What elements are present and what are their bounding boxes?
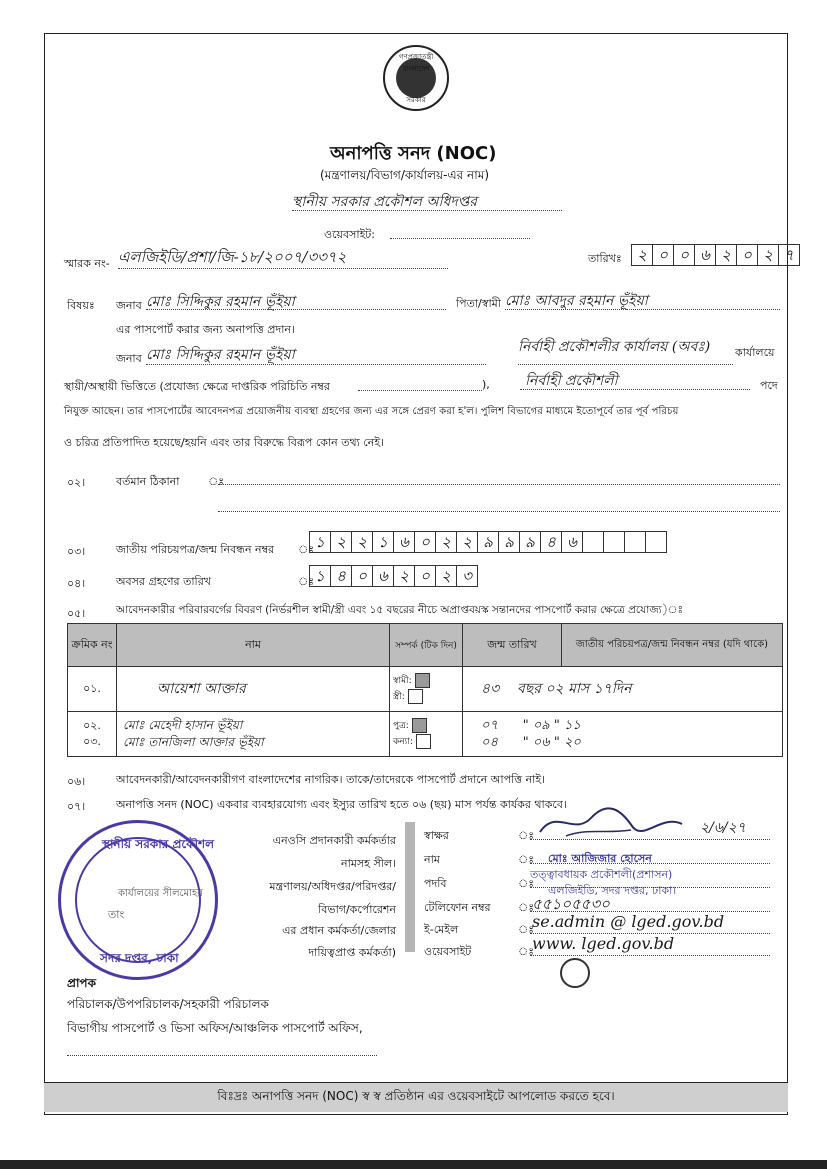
row-serial-a: ০২. <box>83 719 101 732</box>
item-04-num: ০৪। <box>67 577 86 590</box>
recipient-label: প্রাপক <box>67 976 96 990</box>
item-04-label: অবসর গ্রহণের তারিখ <box>116 575 211 588</box>
table-row <box>68 667 783 712</box>
website-label: ওয়েবসাইট: <box>324 228 375 241</box>
date-label: তারিখঃ <box>588 252 622 265</box>
retirement-digit-box: ১ <box>309 565 331 587</box>
signature-date: ২/৬/২৭ <box>700 820 746 836</box>
family-table <box>67 623 783 757</box>
phone-handwritten: ৫৫১০৫৫৩০ <box>532 895 610 913</box>
applicant-name-handwritten: মোঃ সিদ্দিকুর রহমান ভূঁইয়া <box>146 294 295 310</box>
date-digit-box: ২ <box>715 244 737 266</box>
row-serial: ০১. <box>68 667 117 712</box>
signatory-desc-5: এর প্রধান কর্মকর্তা/জেলার <box>282 924 396 937</box>
table-row <box>68 712 783 757</box>
subject-janab: জনাব <box>116 299 142 312</box>
seal-top-text: গণপ্রজাতন্ত্রী বাংলাদেশ <box>398 53 434 73</box>
item-02-num: ০২। <box>67 476 86 489</box>
date-boxes <box>631 244 799 266</box>
email-handwritten: se.admin @ lged.gov.bd <box>532 912 725 931</box>
round-stamp-text-b: সদর দপ্তর, ঢাকা <box>100 951 179 965</box>
retirement-digit-box: ৪ <box>330 565 352 587</box>
document-subtitle: (মন্ত্রণালয়/বিভাগ/কার্যালয়-এর নাম) <box>320 168 490 182</box>
body-line-b: নিযুক্ত আছেন। তার পাসপোর্টের আবেদনপত্র প্রয়োজনীয় ব্যবস্থা গ্রহণের জন্য এর সঙ্গে প্রেরণ করা হ'ল। পুলিশ বিভাগের মাধ্যমে ইতোপূর্বে তার পূর্ব পরিচয় <box>64 406 679 417</box>
office-post-handwritten: নির্বাহী প্রকৌশলীর কার্যালয় (অবঃ) <box>518 339 711 355</box>
retirement-digit-box: ৩ <box>456 565 478 587</box>
footer-note-text: বিঃদ্রঃ অনাপত্তি সনদ (NOC) স্ব স্ব প্রতিষ্ঠান এর ওয়েবসাইটে আপলোড করতে হবে। <box>217 1088 615 1103</box>
officer-stamp-org: এলজিইডি, সদর দপ্তর, ঢাকা। <box>548 884 677 897</box>
row-serial <box>68 712 117 757</box>
document-title: অনাপত্তি সনদ (NOC) <box>330 143 497 164</box>
col-dob: জন্ম তারিখ <box>463 624 562 667</box>
col-name: নাম <box>117 624 390 667</box>
row-detail: " ০৯ " ১১ <box>522 718 581 733</box>
item-05-label: আবেদনকারীর পরিবারবর্গের বিবরণ (নির্ভরশীল স্বামী/স্ত্রী এবং ১৫ বছরের নীচে অপ্রাপ্তবয়স্ক সন্তানদের পাসপোর্ট করার ক্ষেত্রে প্রযোজ্য)ঃ <box>116 604 684 616</box>
row-name <box>117 712 390 757</box>
body-line-c: ও চরিত্র প্রতিপাদিত হয়েছে/হয়নি এবং তার বিরুদ্ধে বিরূপ কোন তথ্য নেই। <box>64 436 384 449</box>
father-label: পিতা/স্বামী <box>456 297 501 310</box>
date-digit-box: ০ <box>736 244 758 266</box>
row-name-b: মোঃ তানজিলা আক্তার ভূঁইয়া <box>123 735 264 749</box>
row-detail: বছর ০২ মাস ১৭দিন <box>517 681 632 697</box>
recipient-line2: বিভাগীয় পাসপোর্ট ও ভিসা অফিস/আঞ্চলিক পাসপোর্ট অফিস, <box>67 1021 363 1035</box>
row-relation <box>390 712 463 757</box>
row-age: ০৭ <box>481 718 498 733</box>
item-03-num: ০৩। <box>67 545 86 558</box>
body-line-a: স্থায়ী/অস্থায়ী ভিত্তিতে (প্রযোজ্য ক্ষেত্রে দাপ্তরিক পরিচিতি নম্বর <box>64 380 330 393</box>
initial-circle <box>560 958 590 988</box>
nid-digit-box: ২ <box>330 531 352 553</box>
relation-checkbox[interactable] <box>412 718 427 733</box>
signature-image <box>536 806 686 840</box>
date-digit-box: ০ <box>673 244 695 266</box>
date-digit-box: ২ <box>757 244 779 266</box>
retirement-digit-box: ২ <box>393 565 415 587</box>
round-stamp-inner-b: তাং <box>108 908 125 921</box>
nid-boxes <box>309 531 666 553</box>
col-relation: সম্পর্ক (টিক দিন) <box>390 624 463 667</box>
memo-label: স্মারক নং- <box>64 257 110 270</box>
relation-label-a: পুত্র: <box>393 721 409 731</box>
row-age: ৪৩ <box>481 681 500 697</box>
nid-digit-box <box>582 531 604 553</box>
relation-label-b: স্ত্রী: <box>393 692 405 702</box>
subject-label: বিষয়ঃ <box>67 299 95 312</box>
round-stamp-text-a: স্থানীয় সরকার প্রকৌশল <box>102 837 215 851</box>
signatory-desc-3: মন্ত্রণালয়/অধিদপ্তর/পরিদপ্তর/ <box>269 880 396 893</box>
item-07-num: ০৭। <box>67 800 86 813</box>
retirement-digit-box: ০ <box>414 565 436 587</box>
retirement-digit-box: ২ <box>435 565 457 587</box>
body-janab: জনাব <box>116 352 142 365</box>
row-age: ০৪ <box>481 735 498 750</box>
post-suffix: পদে <box>760 379 778 392</box>
body-name-handwritten: মোঃ সিদ্দিকুর রহমান ভূঁইয়া <box>146 347 295 363</box>
retirement-digit-box: ০ <box>351 565 373 587</box>
nid-digit-box <box>624 531 646 553</box>
footer-note <box>44 1082 788 1112</box>
signatory-desc-2: নামসহ সীল। <box>341 857 396 870</box>
nid-digit-box: ২ <box>456 531 478 553</box>
nid-digit-box: ৯ <box>477 531 499 553</box>
field-phone: টেলিফোন নম্বর <box>424 901 491 914</box>
item-02-sep: ঃ <box>208 475 225 488</box>
date-digit-box: ৬ <box>694 244 716 266</box>
date-digit-box: ২ <box>631 244 653 266</box>
item-03-label: জাতীয় পরিচয়পত্র/জন্ম নিবন্ধন নম্বর <box>116 543 275 556</box>
relation-checkbox[interactable] <box>415 673 430 688</box>
item-05-num: ০৫। <box>67 607 86 620</box>
row-age-detail <box>463 667 783 712</box>
relation-label-b: কন্যা: <box>393 737 413 747</box>
nid-digit-box: ১ <box>372 531 394 553</box>
field-designation: পদবি <box>424 877 447 890</box>
item-04-sep: ঃ <box>298 575 315 588</box>
row-serial-b: ০৩. <box>83 735 101 748</box>
table-header-row <box>68 624 783 667</box>
website-handwritten: www. lged.gov.bd <box>532 934 675 953</box>
field-name: নাম <box>424 853 440 866</box>
row-relation <box>390 667 463 712</box>
row-age-detail <box>463 712 783 757</box>
col-nid: জাতীয় পরিচয়পত্র/জন্ম নিবন্ধন নম্বর (যদি থাকে) <box>562 624 783 667</box>
nid-digit-box <box>603 531 625 553</box>
relation-label-a: স্বামী: <box>393 676 412 686</box>
nid-digit-box <box>645 531 667 553</box>
officer-stamp-title: তত্ত্বাবধায়ক প্রকৌশলী(প্রশাসন) <box>530 868 673 881</box>
nid-digit-box: ৪ <box>540 531 562 553</box>
field-email: ই-মেইল <box>424 923 459 936</box>
recipient-line1: পরিচালক/উপপরিচালক/সহকারী পরিচালক <box>67 997 269 1011</box>
seal-bottom-text: সরকার <box>406 96 426 104</box>
date-digit-box: ০ <box>652 244 674 266</box>
row-name-a: মোঃ মেহেদী হাসান ভূঁইয়া <box>123 718 243 732</box>
signatory-divider <box>405 822 415 952</box>
nid-digit-box: ২ <box>435 531 457 553</box>
round-stamp-inner-a: কার্যালয়ের সীলমোহর <box>118 888 203 899</box>
signatory-desc-4: বিভাগ/কর্পোরেশন <box>318 903 396 916</box>
item-03-sep: ঃ <box>298 543 315 556</box>
nid-digit-box: ৯ <box>519 531 541 553</box>
nid-digit-box: ২ <box>351 531 373 553</box>
government-seal <box>383 45 449 111</box>
item-07-text: অনাপত্তি সনদ (NOC) একবার ব্যবহারযোগ্য এবং ইস্যুর তারিখ হতে ০৬ (ছয়) মাস পর্যন্ত কার্যকর থাকবে। <box>116 798 567 811</box>
date-digit-box: ৭ <box>778 244 800 266</box>
nid-digit-box: ৬ <box>393 531 415 553</box>
relation-checkbox[interactable] <box>408 689 423 704</box>
row-name: আয়েশা আক্তার <box>117 667 390 712</box>
memo-number-handwritten: এলজিইডি/প্রশা/জি-১৮/২০০৭/৩৩৭২ <box>118 248 347 266</box>
nid-digit-box: ০ <box>414 531 436 553</box>
office-name-handwritten: স্থানীয় সরকার প্রকৌশল অধিদপ্তর <box>292 194 477 210</box>
field-signature: স্বাক্ষর <box>424 829 449 842</box>
retirement-digit-box: ৬ <box>372 565 394 587</box>
col-serial: ক্রমিক নং <box>68 624 117 667</box>
item-06-num: ০৬। <box>67 775 86 788</box>
nid-digit-box: ৯ <box>498 531 520 553</box>
office-suffix: কার্যালয়ে <box>735 346 775 359</box>
item-02-label: বর্তমান ঠিকানা <box>116 475 180 488</box>
scan-edge <box>0 1160 827 1169</box>
row-detail: " ০৬ " ২০ <box>522 735 581 750</box>
item-06-text: আবেদনকারী/আবেদনকারীগণ বাংলাদেশের নাগরিক। তাকে/তাদেরকে পাসপোর্ট প্রদানে আপত্তি নাই। <box>116 773 546 786</box>
subject-line2: এর পাসপোর্ট করার জন্য অনাপত্তি প্রদান। <box>116 323 295 336</box>
retirement-date-boxes <box>309 565 477 587</box>
relation-checkbox[interactable] <box>416 734 431 749</box>
father-name-handwritten: মোঃ আবদুর রহমান ভূঁইয়া <box>505 293 648 309</box>
nid-digit-box: ৬ <box>561 531 583 553</box>
body-line-a-mid: ), <box>482 378 490 391</box>
signatory-desc-1: এনওসি প্রদানকারী কর্মকর্তার <box>272 834 396 847</box>
officer-stamp-name: মোঃ আজিজার হোসেন <box>548 852 652 865</box>
nid-digit-box: ১ <box>309 531 331 553</box>
field-website: ওয়েবসাইট <box>424 945 472 958</box>
signatory-desc-6: দায়িত্বপ্রাপ্ত কর্মকর্তা) <box>308 946 396 959</box>
post-handwritten: নির্বাহী প্রকৌশলী <box>525 373 618 389</box>
